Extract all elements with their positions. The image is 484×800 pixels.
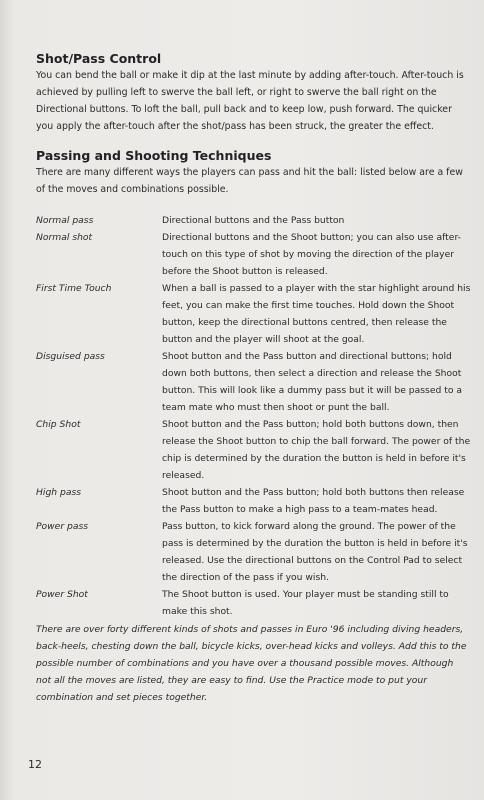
move-row (36, 416, 472, 484)
move-description: Shoot button and the Pass button and directional buttons; hold down both buttons, then select a direction and release the Shoot button. This will look like a dummy pass but it will be passed to a team mate who must then shoot or punt the ball. (162, 351, 463, 413)
move-description: Pass button, to kick forward along the ground. The power of the pass is determined by the duration the button is held in before it's released. Use the directional buttons on the Control Pad to select the direction of the pass if you wish. (162, 521, 468, 583)
moves-list (36, 212, 472, 620)
move-description: When a ball is passed to a player with the star highlight around his feet, you can make the first time touches. Hold down the Shoot button, keep the directional buttons centred, then release the button and the player will shoot at the goal. (162, 283, 471, 345)
move-name: Normal pass (36, 215, 94, 226)
move-description: Directional buttons and the Pass button (162, 215, 345, 226)
move-row (36, 586, 472, 620)
move-description: Shoot button and the Pass button; hold both buttons then release the Pass button to make a high pass to a team-mates head. (162, 487, 465, 515)
move-row (36, 518, 472, 586)
move-name: Power Shot (36, 589, 88, 600)
move-description: The Shoot button is used. Your player must be standing still to make this shot. (162, 589, 449, 617)
move-name: High pass (36, 487, 82, 498)
move-row (36, 229, 472, 280)
move-name: First Time Touch (36, 283, 112, 294)
move-row (36, 484, 472, 518)
move-row (36, 348, 472, 416)
closing-note: There are over forty different kinds of shots and passes in Euro '96 including diving headers, back-heels, chesting down the ball, bicycle kicks, over-head kicks and volleys. Add this to the possible number of combinations and you have over a thousand possible moves. Although not all the moves are listed, they are easy to find. Use the Practice mode to put your combination and set pieces together. (36, 624, 467, 703)
move-name: Chip Shot (36, 419, 81, 430)
move-row (36, 280, 472, 348)
move-name: Normal shot (36, 232, 93, 243)
section-heading-shot-pass-control: Shot/Pass Control (36, 51, 162, 66)
move-row (36, 212, 472, 229)
section-heading-passing-shooting: Passing and Shooting Techniques (36, 148, 272, 163)
page-number: 12 (28, 758, 42, 771)
shot-pass-control-paragraph: You can bend the ball or make it dip at the last minute by adding after-touch. After-touch is achieved by pulling left to swerve the ball left, or right to swerve the ball right on the Directional buttons. To loft the ball, pull back and to keep low, push forward. The quicker you apply the after-touch after the shot/pass has been struck, the greater the effect. (36, 70, 464, 132)
move-name: Disguised pass (36, 351, 105, 362)
passing-shooting-intro: There are many different ways the players can pass and hit the ball: listed below are a few of the moves and combinations possible. (36, 167, 463, 195)
move-name: Power pass (36, 521, 89, 532)
move-description: Shoot button and the Pass button; hold both buttons down, then release the Shoot button to chip the ball forward. The power of the chip is determined by the duration the button is held in before it's released. (162, 419, 471, 481)
move-description: Directional buttons and the Shoot button; you can also use after-touch on this type of shot by moving the direction of the player before the Shoot button is released. (162, 232, 461, 277)
